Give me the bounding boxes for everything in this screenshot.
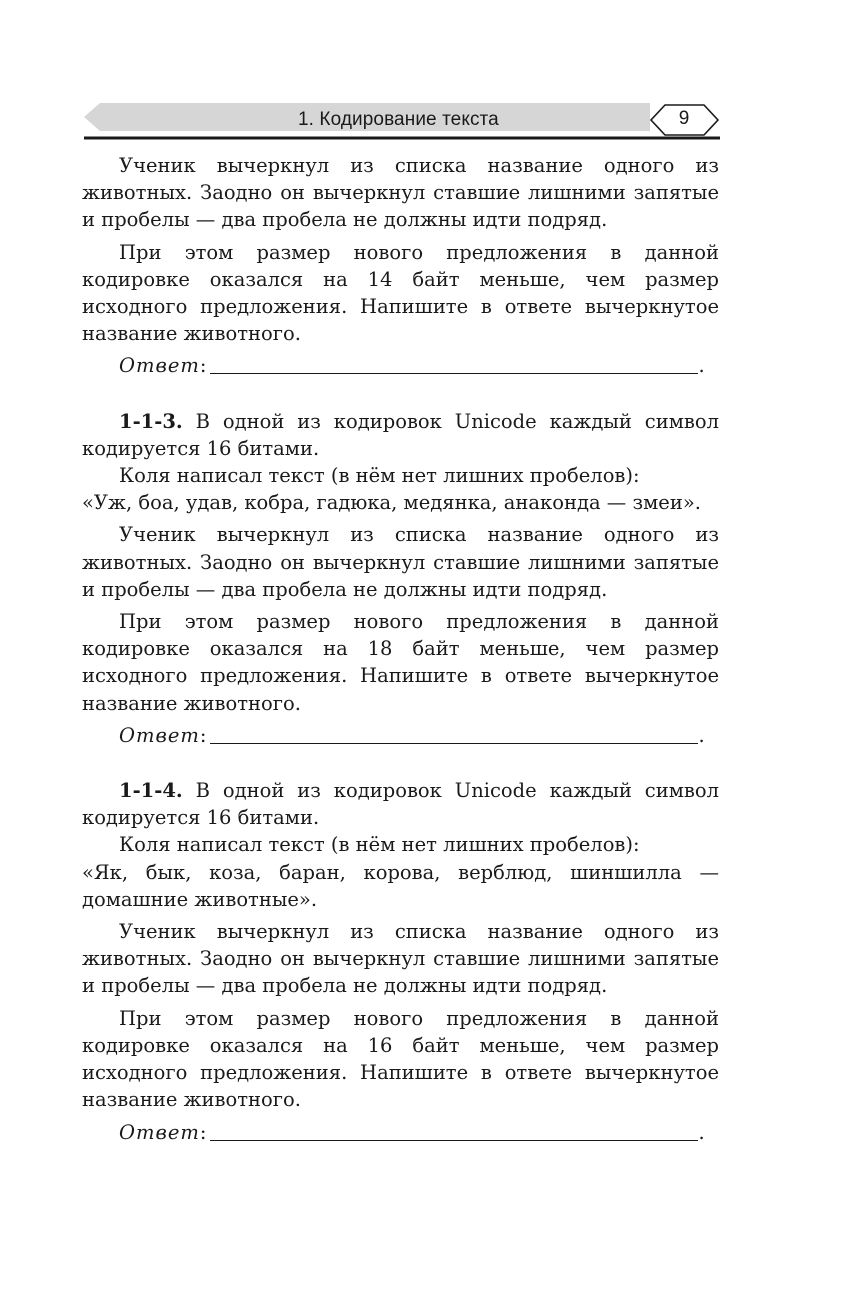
chapter-title: 1. Кодирование текста bbox=[298, 109, 499, 130]
answer-blank[interactable] bbox=[210, 359, 698, 374]
task-intro: В одной из кодировок Unicode каждый символ кодируется 16 битами. bbox=[82, 779, 719, 830]
answer-row: Ответ: . bbox=[119, 1120, 705, 1144]
answer-label: Ответ bbox=[119, 354, 200, 378]
paragraph: Ученик вычеркнул из списка название одного из животных. Заодно он вычеркнул ставшие лишними запятые и пробелы — два пробела не должны идти подряд. bbox=[82, 523, 719, 601]
task-statement bbox=[82, 777, 719, 831]
answer-label: Ответ bbox=[119, 723, 200, 747]
paragraph: При этом размер нового предложения в данной кодировке оказался на 14 байт меньше, чем размер исходного предложения. Напишите в ответе вычеркнутое название животного. bbox=[82, 240, 719, 346]
paragraph: Коля написал текст (в нём нет лишних пробелов): bbox=[119, 833, 640, 857]
page-number: 9 bbox=[678, 108, 690, 129]
paragraph: Коля написал текст (в нём нет лишних пробелов): bbox=[119, 464, 640, 488]
paragraph: При этом размер нового предложения в данной кодировке оказался на 18 байт меньше, чем размер исходного предложения. Напишите в ответе вычеркнутое название животного. bbox=[82, 610, 719, 715]
quoted-text: «Уж, боа, удав, кобра, гадюка, медянка, анаконда — змеи». bbox=[82, 491, 701, 515]
paragraph: Ученик вычеркнул из списка название одного из животных. Заодно он вычеркнул ставшие лишними запятые и пробелы — два пробела не должны идти подряд. bbox=[82, 920, 719, 998]
answer-blank[interactable] bbox=[210, 729, 698, 744]
task-number: 1-1-4. bbox=[119, 779, 183, 803]
task-statement bbox=[82, 408, 719, 462]
running-header bbox=[0, 0, 845, 150]
answer-row: Ответ: . bbox=[119, 723, 705, 747]
paragraph: Ученик вычеркнул из списка название одного из животных. Заодно он вычеркнул ставшие лишними запятые и пробелы — два пробела не должны идти подряд. bbox=[82, 154, 719, 232]
answer-label: Ответ bbox=[119, 1120, 200, 1144]
paragraph: При этом размер нового предложения в данной кодировке оказался на 16 байт меньше, чем размер исходного предложения. Напишите в ответе вычеркнутое название животного. bbox=[82, 1006, 719, 1112]
quoted-text: «Як, бык, коза, баран, корова, верблюд, шиншилла — домашние животные». bbox=[82, 860, 719, 911]
task-intro: В одной из кодировок Unicode каждый символ кодируется 16 битами. bbox=[82, 409, 719, 460]
answer-blank[interactable] bbox=[210, 1126, 698, 1141]
page-body bbox=[82, 152, 719, 1146]
answer-row: Ответ: . bbox=[119, 354, 705, 378]
task-number: 1-1-3. bbox=[119, 409, 183, 433]
